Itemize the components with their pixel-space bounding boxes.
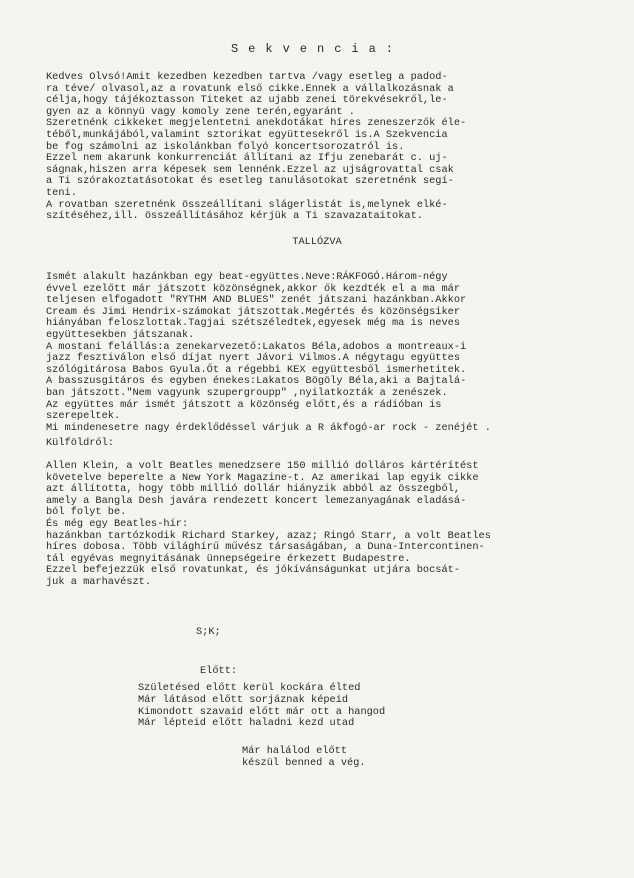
poem-stanza-1: [138, 683, 385, 730]
text-line: tál egyévas megnyitásának ünnepségeire érkezett Budapestre.: [46, 552, 411, 565]
kulfold-paragraph: [46, 461, 612, 589]
text-line: Születésed előtt kerül kockára élted: [138, 682, 361, 694]
text-line: követelve beperelte a New York Magazine-t. Az amerikai lap egyik cikke: [46, 471, 479, 484]
text-line: Ezzel befejezzük első rovatunkat, és jókívánságunkat utjára bocsát-: [46, 564, 461, 577]
text-line: évvel ezelőtt már játszott közönségnek,akkor ők kezdték el a ma már: [46, 282, 461, 295]
text-line: gyen az a könnyü vagy komoly zene terén,egyaránt .: [46, 105, 355, 118]
poem-title: Előtt:: [200, 665, 238, 677]
text-line: ból folyt be.: [46, 506, 127, 519]
text-line: téből,munkájából,valamint sztorikat együttesekről is.A Szekvencia: [46, 128, 448, 141]
text-line: És még egy Beatles-hír:: [46, 517, 189, 530]
text-line: A mostani felállás:a zenekarvezető:Lakatos Béla,adobos a montreaux-i: [46, 340, 467, 353]
text-line: hazánkban tartózkodik Richard Starkey, azaz; Ringó Starr, a volt Beatles: [46, 529, 491, 542]
text-line: szerepeltek.: [46, 410, 121, 423]
tallozva-paragraph: [46, 272, 612, 434]
text-line: Kedves Olvsó!Amit kezedben kezedben tartva /vagy esetleg a padod-: [46, 71, 448, 83]
text-line: szítéséhez,ill. összeállításához kérjük a Ti szavazataitokat.: [46, 210, 423, 223]
text-line: teni.: [46, 186, 77, 199]
text-line: ságnak,hiszen arra képesek sem lennénk.Ezzel az ujságrovattal csak: [46, 163, 454, 176]
text-line: Szeretnénk cikkeket megjelentetni anekdotákat híres zeneszerzők éle-: [46, 117, 467, 130]
text-line: juk a marhavészt.: [46, 575, 152, 588]
poem-stanza-2: [242, 746, 366, 770]
text-line: Allen Klein, a volt Beatles menedzsere 150 millió dolláros kártérítést: [46, 460, 479, 472]
text-line: Az együttes már ismét játszott a közönség előtt,és a rádióban is: [46, 398, 442, 411]
text-line: Már lépteid előtt haladni kezd utad: [138, 717, 355, 730]
text-line: Kimondott szavaid előtt már ott a hangod: [138, 705, 386, 718]
text-line: Ezzel nem akarunk konkurrenciát állítani az Ifju zenebarát c. uj-: [46, 152, 448, 165]
text-line: teljesen elfogadott "RYTHM AND BLUES" zenét játszani hazánkban.Akkor: [46, 294, 467, 307]
text-line: jazz fesztiválon első díjat nyert Jávori Vilmos.A négytagu együttes: [46, 352, 461, 365]
text-line: Már látásod előtt sorjáznak képeid: [138, 693, 349, 706]
text-line: szólógitárosa Babos Gyula.Őt a régebbi KEX együttesből ismerhetitek.: [46, 363, 467, 376]
text-line: A rovatban szeretnénk összeállítani slágerlistát is,melynek elké-: [46, 198, 448, 211]
text-line: be fog számolni az iskolánkban folyó koncertsorozatról is.: [46, 140, 405, 153]
text-line: Cream és Jimi Hendrix-számokat játszottak.Megértés és közönségsiker: [46, 305, 461, 318]
text-line: Már halálod előtt: [242, 745, 348, 757]
tallozva-heading: TALLÓZVA: [292, 236, 342, 248]
text-line: híres dobosa. Több világhírű művész társaságában, a Duna-Intercontinen-: [46, 541, 485, 554]
text-line: A basszusgitáros és egyben énekes:Lakatos Bögöly Béla,aki a Bajtalá-: [46, 375, 467, 388]
text-line: hiányában feloszlottak.Tagjai szétszéledtek,egyesek még ma is neves: [46, 317, 461, 330]
text-line: célja,hogy tájékoztasson Titeket az ujabb zenei törekvésekről,le-: [46, 94, 448, 107]
text-line: ra téve/ olvasol,az a rovatunk első cikke.Ennek a vállalkozásnak a: [46, 82, 454, 95]
signature: S;K;: [196, 626, 221, 638]
text-line: készül benned a vég.: [242, 756, 366, 769]
text-line: Ismét alakult hazánkban egy beat-együttes.Neve:RÁKFOGÓ.Három-négy: [46, 271, 448, 283]
text-line: a Ti szórakoztatásotokat és esetleg tanulásotokat szeretnénk segí-: [46, 175, 454, 188]
kulfold-heading: Külföldről:: [46, 437, 114, 449]
text-line: azt állította, hogy több millió dollár hiányzik abból az összegből,: [46, 483, 461, 496]
text-line: Mi mindenesetre nagy érdeklődéssel várjuk a R ákfogó-ar rock - zenéjét .: [46, 421, 491, 434]
page-title: Sekvencia:: [230, 42, 403, 56]
intro-paragraph: [46, 72, 612, 223]
text-line: ban játszott."Nem vagyunk szupergroupp" ,nyilatkozták a zenészek.: [46, 386, 448, 399]
text-line: együttesekben játszanak.: [46, 328, 195, 341]
text-line: amely a Bangla Desh javára rendezett koncert lemezanyagának eladásá-: [46, 494, 467, 507]
